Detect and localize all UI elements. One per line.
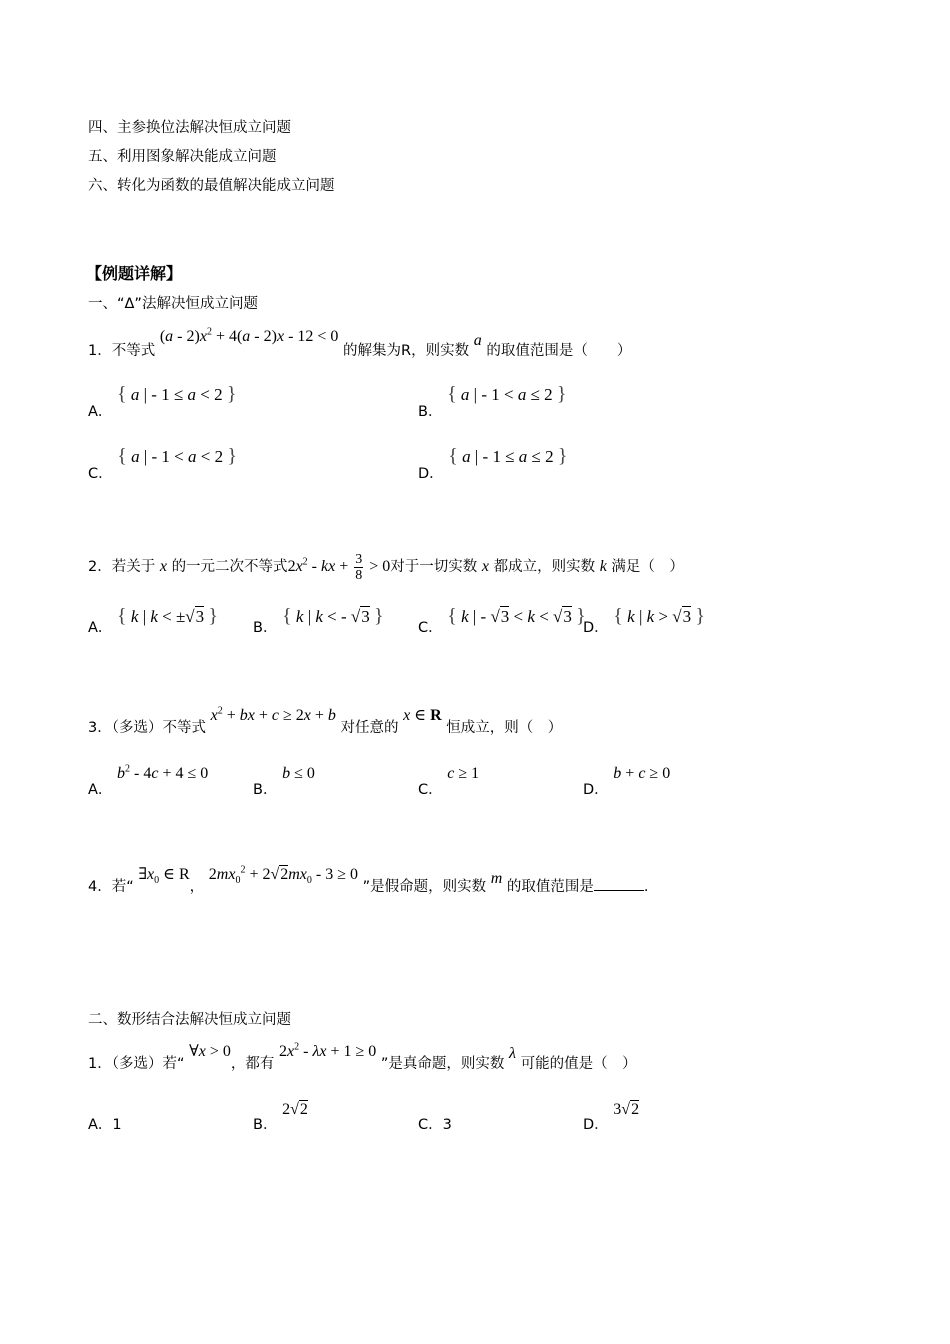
q3-option-a[interactable]: A． $b^2 - 4c + 4 \le 0$ (88, 763, 209, 798)
q4-inequality: $2mx_0^2 + 2√2mx_0 - 3 \ge 0$ (208, 864, 359, 887)
p2q1-option-a[interactable]: A．1 (88, 1117, 122, 1133)
q3-option-c[interactable]: C． c ≥ 1 (418, 765, 480, 798)
outline-item-6: 六、转化为函数的最值解决能成立问题 (88, 178, 335, 194)
q3-option-b[interactable]: B． b ≤ 0 (253, 765, 315, 798)
p2q1-option-d[interactable]: D． 3√2 (583, 1101, 640, 1133)
question-2: 2．若关于 x 的一元二次不等式$2x^2$ - kx + $\frac{3}{8}$ > 0对于一切实数 x 都成立，则实数 k 满足（ ） (88, 552, 684, 583)
q2-option-c[interactable]: C． { k | - √3 < k < √3 } (418, 605, 586, 636)
q1-inequality: $(a - 2)x^2 + 4(a - 2)x - 12 < 0$ (159, 326, 339, 345)
q2-option-d[interactable]: D． { k | k > √3 } (583, 605, 705, 636)
q1-option-a[interactable]: A． { a | - 1 ≤ a < 2 } (88, 383, 237, 420)
p2q1-option-b[interactable]: B． 2√2 (253, 1101, 308, 1133)
p2q1-inequality: $2x^2 - \lambda x + 1 \ge 0$ (279, 1041, 377, 1060)
answer-blank[interactable] (594, 876, 644, 891)
outline-item-5: 五、利用图象解决能成立问题 (88, 149, 277, 165)
part1-title: 一、“Δ”法解决恒成立问题 (88, 296, 258, 312)
q1-option-c[interactable]: C． { a | - 1 < a < 2 } (88, 445, 237, 482)
outline-item-4: 四、主参换位法解决恒成立问题 (88, 120, 291, 136)
q1-option-d[interactable]: D． { a | - 1 ≤ a ≤ 2 } (418, 445, 568, 482)
question-3: 3．（多选）不等式 $x^2$ + bx + c ≥ 2x + b 对任意的 x ∈ R 恒成立，则（ ） (88, 705, 563, 736)
q2-inequality: $2x^2$ - kx + $\frac{3}{8}$ > 0 (287, 552, 391, 583)
part2-title: 二、数形结合法解决恒成立问题 (88, 1012, 291, 1028)
question-4: 4．若“ $\exists x_0$ ∈ R， $2mx_0^2 + 2√2mx_0 - 3 \ge 0$ ”是假命题，则实数 m 的取值范围是 . (88, 864, 649, 895)
q3-option-d[interactable]: D． b + c ≥ 0 (583, 765, 671, 798)
p2q1-option-c[interactable]: C．3 (418, 1117, 452, 1133)
q1-option-b[interactable]: B． { a | - 1 < a ≤ 2 } (418, 383, 567, 420)
q4-exists: $\exists x_0$ ∈ R (138, 866, 190, 887)
q3-inequality: $x^2$ + bx + c ≥ 2x + b (210, 705, 336, 724)
p2q1-forall: ∀x > 0 (189, 1043, 231, 1060)
question-1: 1．不等式 $(a - 2)x^2 + 4(a - 2)x - 12 < 0$ 的解集为R，则实数 a 的取值范围是（ ） (88, 326, 632, 359)
q2-option-a[interactable]: A． { k | k < ±√3 } (88, 605, 218, 636)
q2-option-b[interactable]: B． { k | k < - √3 } (253, 605, 384, 636)
part2-question-1: 1．（多选）若“ ∀x > 0，都有 $2x^2 - \lambda x + 1 \ge 0$ ”是真命题，则实数 λ 可能的值是（ ） (88, 1041, 637, 1072)
section-header: 【例题详解】 (86, 264, 183, 283)
